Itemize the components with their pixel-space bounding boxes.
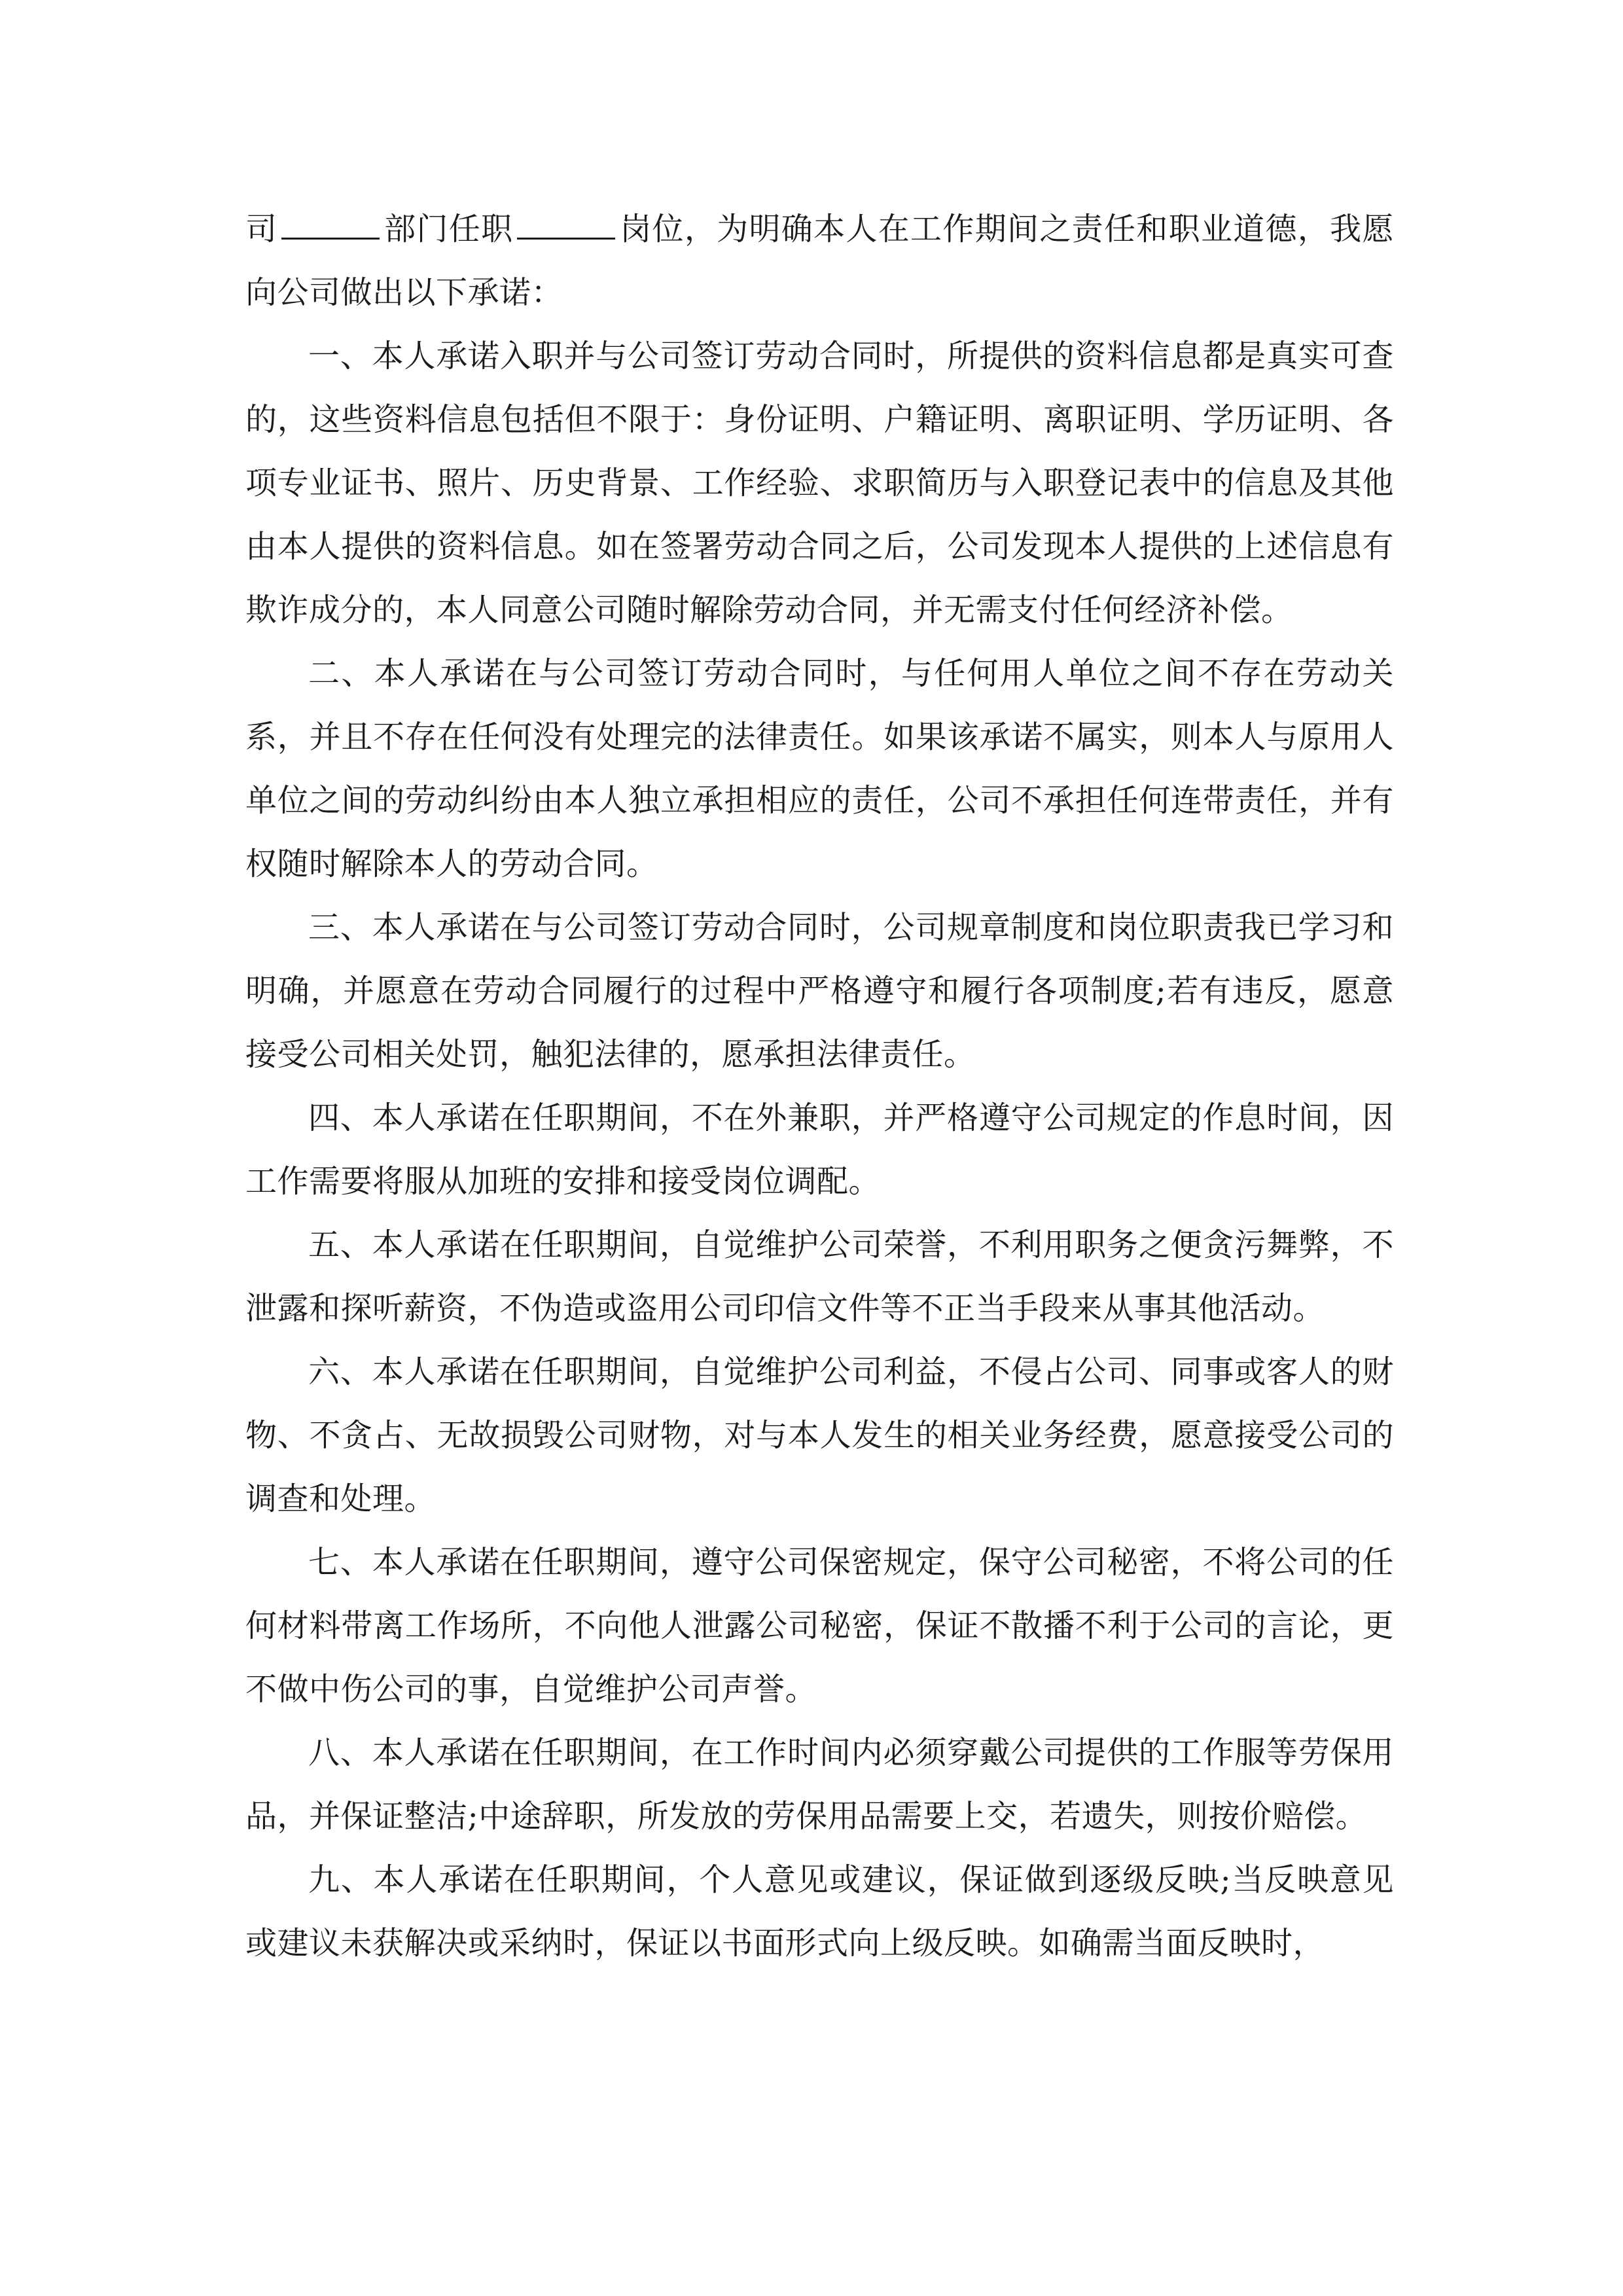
opening-text-1: 司 (245, 211, 278, 247)
clause-5: 五、本人承诺在任职期间，自觉维护公司荣誉，不利用职务之便贪污舞弊，不泄露和探听薪资，不伪造或盗用公司印信文件等不正当手段来从事其他活动。 (245, 1227, 1394, 1327)
clause-6: 六、本人承诺在任职期间，自觉维护公司利益，不侵占公司、同事或客人的财物、不贪占、无故损毁公司财物，对与本人发生的相关业务经费，愿意接受公司的调查和处理。 (245, 1354, 1394, 1517)
clause-8: 八、本人承诺在任职期间，在工作时间内必须穿戴公司提供的工作服等劳保用品，并保证整洁;中途辞职，所发放的劳保用品需要上交，若遗失，则按价赔偿。 (245, 1734, 1394, 1835)
clause-1: 一、本人承诺入职并与公司签订劳动合同时，所提供的资料信息都是真实可查的，这些资料信息包括但不限于：身份证明、户籍证明、离职证明、学历证明、各项专业证书、照片、历史背景、工作经验、求职简历与入职登记表中的信息及其他由本人提供的资料信息。如在签署劳动合同之后，公司发现本人提供的上述信息有欺诈成分的，本人同意公司随时解除劳动合同，并无需支付任何经济补偿。 (245, 338, 1394, 628)
clause-9: 九、本人承诺在任职期间，个人意见或建议，保证做到逐级反映;当反映意见或建议未获解决或采纳时，保证以书面形式向上级反映。如确需当面反映时， (245, 1861, 1394, 1962)
clause-4: 四、本人承诺在任职期间，不在外兼职，并严格遵守公司规定的作息时间，因工作需要将服从加班的安排和接受岗位调配。 (245, 1100, 1394, 1200)
opening-text-2: 部门任职 (383, 211, 514, 247)
opening-paragraph (245, 198, 1394, 325)
clause-2: 二、本人承诺在与公司签订劳动合同时，与任何用人单位之间不存在劳动关系，并且不存在任何没有处理完的法律责任。如果该承诺不属实，则本人与原用人单位之间的劳动纠纷由本人独立承担相应的责任，公司不承担任何连带责任，并有权随时解除本人的劳动合同。 (245, 655, 1394, 882)
opening-text-3: 岗位，为明确本人在工作期间之责任和职业道德，我愿向公司做出以下承诺： (245, 211, 1394, 311)
blank-department-field[interactable] (281, 211, 380, 240)
clause-7: 七、本人承诺在任职期间，遵守公司保密规定，保守公司秘密，不将公司的任何材料带离工作场所，不向他人泄露公司秘密，保证不散播不利于公司的言论，更不做中伤公司的事，自觉维护公司声誉。 (245, 1544, 1394, 1708)
clause-3: 三、本人承诺在与公司签订劳动合同时，公司规章制度和岗位职责我已学习和明确，并愿意在劳动合同履行的过程中严格遵守和履行各项制度;若有违反，愿意接受公司相关处罚，触犯法律的，愿承担法律责任。 (245, 909, 1394, 1073)
blank-position-field[interactable] (517, 211, 615, 240)
document-body (245, 198, 1394, 1975)
